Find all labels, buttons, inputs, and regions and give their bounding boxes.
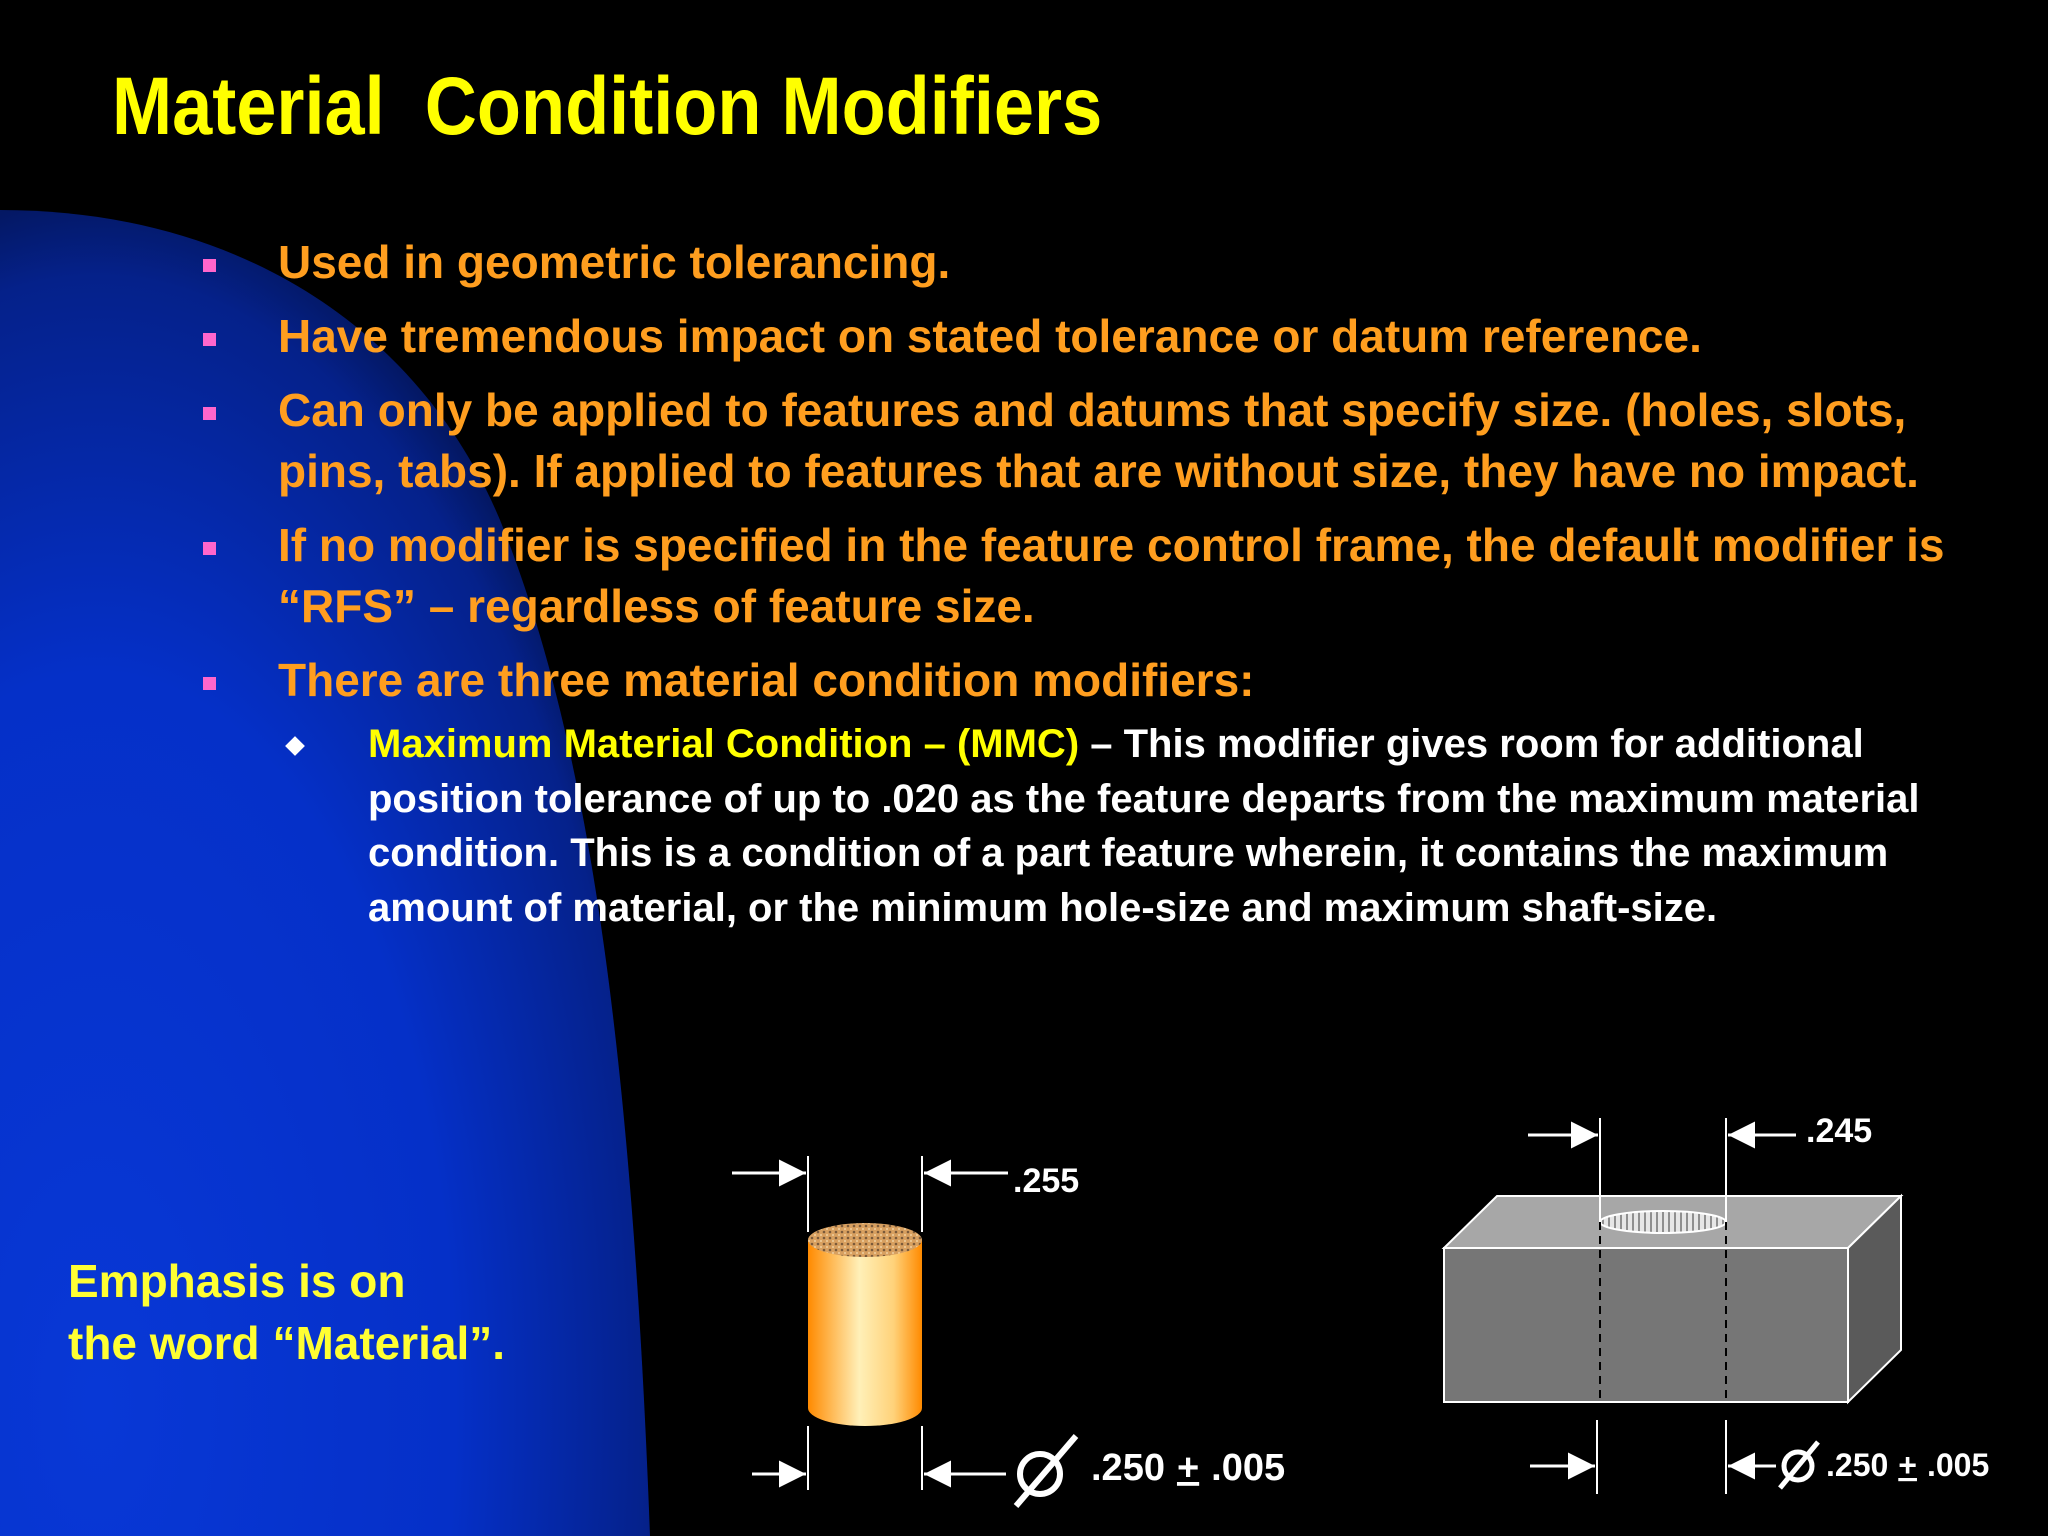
hole-ellipse: [1600, 1211, 1726, 1233]
bullet-text: If no modifier is specified in the feature control frame, the default modifier is “RFS” – regardless of feature size.: [278, 519, 1945, 632]
mmc-term: Maximum Material Condition – (MMC): [368, 722, 1080, 766]
emphasis-line-1: Emphasis is on: [68, 1255, 406, 1307]
emphasis-line-2: the word “Material”.: [68, 1317, 506, 1369]
pin-cylinder: [808, 1223, 922, 1426]
mmc-description: – This modifier gives room for additional position tolerance of up to .020 as the feature departs from the maximum material condition. This is a condition of a part feature wherein, it contains the maximum amount of material, or the minimum hole-size and maximum shaft-size.: [368, 722, 1920, 930]
block-size-label: .245: [1806, 1112, 1873, 1150]
bullet-text: Used in geometric tolerancing.: [278, 236, 951, 288]
block-tol-delta: .005: [1926, 1447, 1990, 1483]
block-tol-value: .250: [1826, 1447, 1889, 1483]
pin-tol-delta: .005: [1211, 1447, 1286, 1489]
pin-tol-sign: +: [1176, 1447, 1200, 1489]
bullet-text: Can only be applied to features and datums that specify size. (holes, slots, pins, tabs). If applied to features that are without size, they have no impact.: [278, 384, 1919, 497]
diameter-icon: [1016, 1436, 1076, 1506]
pin-tolerance: [1091, 1447, 1285, 1489]
block-tolerance: [1826, 1447, 1989, 1483]
block-tol-sign: +: [1898, 1447, 1917, 1483]
slide-title: Material Condition Modifiers: [112, 61, 1103, 152]
bullet-text: Have tremendous impact on stated tolerance or datum reference.: [278, 310, 1702, 362]
block-figure: [1444, 1112, 1989, 1494]
bullet-text: There are three material condition modifiers:: [278, 654, 1255, 706]
pin-size-label: .255: [1013, 1162, 1080, 1200]
diameter-icon: [1780, 1442, 1818, 1488]
pin-figure: [732, 1156, 1285, 1506]
pin-tol-value: .250: [1091, 1447, 1165, 1489]
block-front-face: [1444, 1248, 1848, 1402]
